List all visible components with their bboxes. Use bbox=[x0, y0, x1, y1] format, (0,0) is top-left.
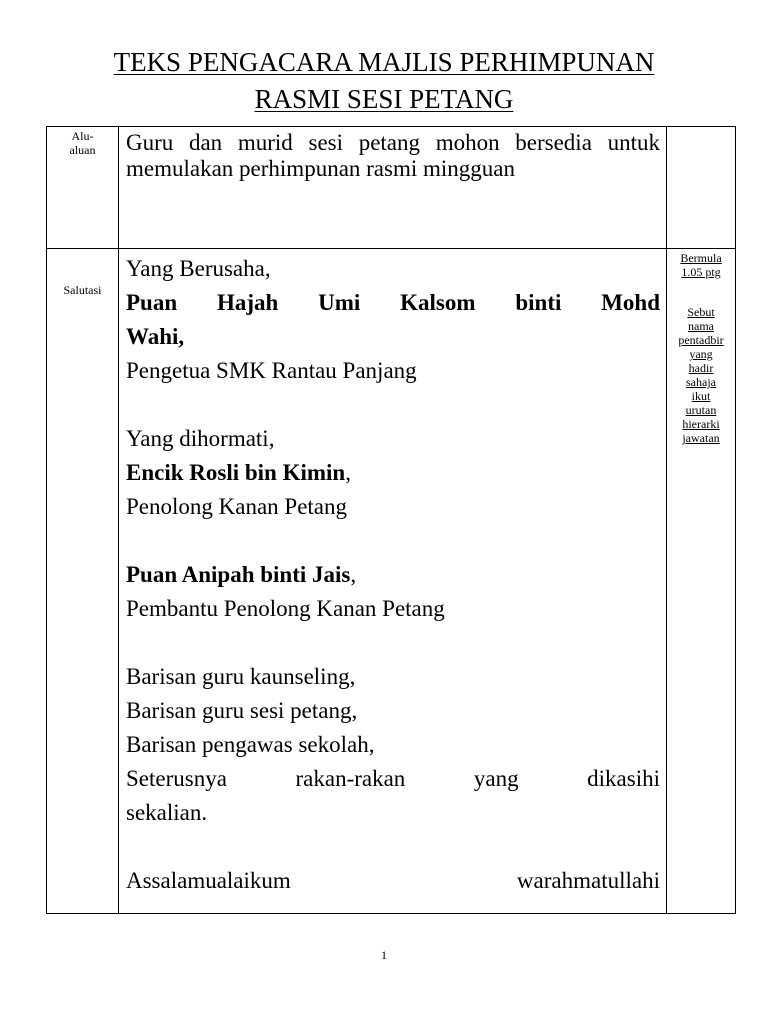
row-note-alu-aluan bbox=[667, 127, 736, 249]
row-label-salutasi: Salutasi bbox=[47, 249, 119, 914]
principal-name-line: Puan Hajah Umi Kalsom binti Mohd bbox=[126, 290, 660, 315]
vp-title: Penolong Kanan Petang bbox=[126, 494, 348, 519]
table-row-alu-aluan bbox=[47, 127, 736, 249]
page-number: 1 bbox=[381, 948, 387, 962]
greeting-line: Assalamualaikum warahmatullahi bbox=[126, 868, 660, 893]
principal-name-line-2: Wahi, bbox=[126, 324, 185, 349]
start-time-note: Bermula bbox=[680, 251, 722, 265]
script-table bbox=[46, 126, 736, 914]
row-content-salutasi bbox=[119, 249, 667, 914]
list-line-counselors: Barisan guru kaunseling, bbox=[126, 664, 356, 689]
row-note-salutasi: Bermula 1.05 ptg Sebut nama pentadbir yang hadir sahaja ikut urutan hierarki jawatan bbox=[667, 249, 736, 914]
title-line-2: RASMI SESI PETANG bbox=[254, 84, 514, 114]
salutation-line: Yang Berusaha, bbox=[126, 256, 271, 281]
avp-name-line: Puan Anipah binti Jais, bbox=[126, 562, 357, 587]
row-content-alu-aluan bbox=[119, 127, 667, 249]
list-line-friends-2: sekalian. bbox=[126, 800, 208, 825]
document-title bbox=[0, 44, 768, 118]
list-line-teachers: Barisan guru sesi petang, bbox=[126, 698, 358, 723]
instruction-note: Sebut bbox=[687, 305, 715, 319]
table-row-salutasi bbox=[47, 249, 736, 914]
vp-name-line: Encik Rosli bin Kimin, bbox=[126, 460, 351, 485]
avp-title: Pembantu Penolong Kanan Petang bbox=[126, 596, 445, 621]
title-line-1: TEKS PENGACARA MAJLIS PERHIMPUNAN bbox=[113, 47, 655, 77]
row-label-alu-aluan: Alu- aluan bbox=[47, 127, 119, 249]
alu-aluan-text: Guru dan murid sesi petang mohon bersedia untuk memulakan perhimpunan rasmi mingguan bbox=[126, 130, 660, 181]
list-line-friends: Seterusnya rakan-rakan yang dikasihi bbox=[126, 766, 660, 791]
principal-title: Pengetua SMK Rantau Panjang bbox=[126, 358, 417, 383]
list-line-prefects: Barisan pengawas sekolah, bbox=[126, 732, 375, 757]
salutation-line-2: Yang dihormati, bbox=[126, 426, 275, 451]
